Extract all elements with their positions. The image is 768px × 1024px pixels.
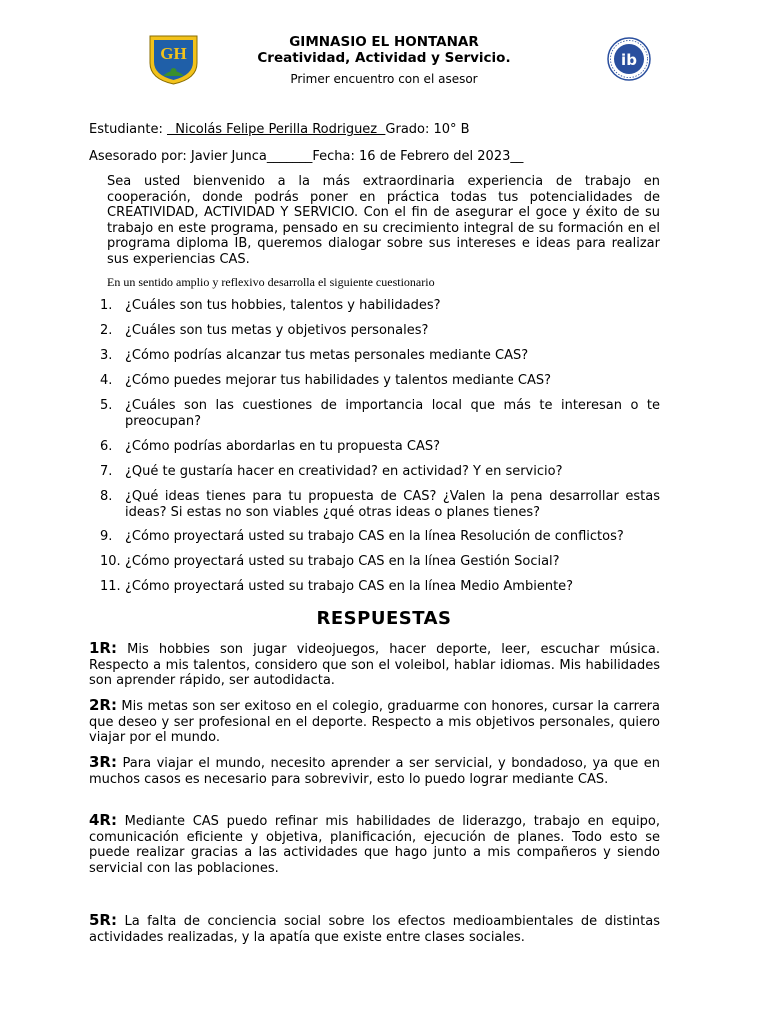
- answer-tag: 5R:: [89, 911, 117, 929]
- question-item: [100, 464, 660, 480]
- answer-tag: 2R:: [89, 696, 117, 714]
- advisor-label: Asesorado por: Javier Junca: [89, 149, 267, 164]
- question-number: 9.: [100, 529, 113, 544]
- answer-text: Mis metas son ser exitoso en el colegio, graduarme con honores, cursar la carrera que deseo y ser profesional en el deporte. Respecto a mis objetivos personales, quiero viajar por el mundo.: [89, 699, 660, 745]
- intro-note: En un sentido amplio y reflexivo desarrolla el siguiente cuestionario: [107, 275, 435, 289]
- answer-item: [89, 813, 660, 876]
- question-number: 3.: [100, 348, 113, 363]
- question-item: [100, 348, 660, 364]
- question-text: ¿Cómo proyectará usted su trabajo CAS en la línea Resolución de conflictos?: [125, 529, 624, 544]
- question-text: ¿Cómo podrías abordarlas en tu propuesta CAS?: [125, 439, 440, 454]
- student-line: [89, 122, 470, 138]
- question-text: ¿Cómo proyectará usted su trabajo CAS en la línea Gestión Social?: [125, 554, 560, 569]
- advisor-line: [89, 149, 523, 165]
- svg-text:ib: ib: [621, 51, 637, 69]
- student-label: Estudiante:: [89, 122, 167, 137]
- program-name: Creatividad, Actividad y Servicio.: [257, 49, 511, 66]
- question-number: 11.: [100, 579, 121, 594]
- ib-seal-logo: [601, 36, 657, 82]
- question-item: [100, 579, 660, 595]
- answer-item: [89, 641, 660, 689]
- answer-tag: 4R:: [89, 811, 117, 829]
- answer-item: [89, 698, 660, 746]
- advisor-blank: _______: [266, 149, 313, 164]
- question-number: 2.: [100, 323, 113, 338]
- school-crest-logo: [147, 33, 200, 86]
- student-name: Nicolás Felipe Perilla Rodriguez: [167, 122, 386, 137]
- answers-title: RESPUESTAS: [316, 608, 452, 629]
- intro-paragraph: Sea usted bienvenido a la más extraordinaria experiencia de trabajo en cooperación, donde podrás poner en práctica todas tus potencialidades de CREATIVIDAD, ACTIVIDAD Y SERVICIO. Con el fin de asegurar el goce y éxito de su trabajo en este programa, pensado en su crecimiento integral de su formación en el programa diploma IB, queremos dialogar sobre sus intereses e ideas para realizar sus experiencias CAS.: [107, 174, 660, 267]
- answer-tag: 1R:: [89, 639, 117, 657]
- answer-item: [89, 913, 660, 945]
- question-number: 6.: [100, 439, 113, 454]
- question-text: ¿Qué ideas tienes para tu propuesta de CAS? ¿Valen la pena desarrollar estas ideas? Si estas no son viables ¿qué otras ideas o planes tienes?: [125, 489, 660, 520]
- question-text: ¿Cómo podrías alcanzar tus metas personales mediante CAS?: [125, 348, 529, 363]
- answer-text: Mediante CAS puedo refinar mis habilidades de liderazgo, trabajo en equipo, comunicación eficiente y objetiva, planificación, ejecución de planes. Todo esto se puede realizar gracias a las actividades que hago junto a mis compañeros y siendo servicial con las poblaciones.: [89, 814, 660, 876]
- grade-label: Grado: 10° B: [385, 122, 470, 137]
- question-item: [100, 489, 660, 520]
- answer-text: La falta de conciencia social sobre los efectos medioambientales de distintas actividades realizadas, y la apatía que existe entre clases sociales.: [89, 914, 660, 945]
- answer-tag: 3R:: [89, 753, 117, 771]
- question-item: [100, 439, 660, 455]
- document-header: [200, 35, 568, 88]
- question-number: 4.: [100, 373, 113, 388]
- question-number: 1.: [100, 298, 113, 313]
- question-text: ¿Cuáles son tus metas y objetivos personales?: [125, 323, 429, 338]
- question-item: [100, 529, 660, 545]
- meeting-subtitle: Primer encuentro con el asesor: [290, 72, 478, 86]
- answer-text: Para viajar el mundo, necesito aprender a ser servicial, y bondadoso, ya que en muchos casos es necesario para sobrevivir, esto lo puedo lograr mediante CAS.: [89, 756, 660, 787]
- answer-item: [89, 755, 660, 787]
- question-number: 8.: [100, 489, 113, 504]
- question-text: ¿Cuáles son tus hobbies, talentos y habilidades?: [125, 298, 441, 313]
- svg-text:GH: GH: [160, 44, 187, 63]
- question-number: 10.: [100, 554, 121, 569]
- question-text: ¿Cuáles son las cuestiones de importancia local que más te interesan o te preocupan?: [125, 398, 660, 429]
- question-item: [100, 398, 660, 429]
- question-item: [100, 298, 660, 314]
- question-number: 7.: [100, 464, 113, 479]
- date-trail: __: [510, 149, 524, 164]
- question-item: [100, 373, 660, 389]
- date-label: Fecha: 16 de Febrero del 2023: [312, 149, 511, 164]
- question-text: ¿Cómo puedes mejorar tus habilidades y talentos mediante CAS?: [125, 373, 552, 388]
- question-item: [100, 554, 660, 570]
- answer-text: Mis hobbies son jugar videojuegos, hacer deporte, leer, escuchar música. Respecto a mis talentos, considero que son el voleibol, hablar idiomas. Mis habilidades son aprender rápido, ser autodidacta.: [89, 642, 660, 688]
- question-item: [100, 323, 660, 339]
- question-number: 5.: [100, 398, 113, 413]
- question-text: ¿Cómo proyectará usted su trabajo CAS en la línea Medio Ambiente?: [125, 579, 574, 594]
- school-name: GIMNASIO EL HONTANAR: [289, 34, 479, 50]
- question-text: ¿Qué te gustaría hacer en creatividad? en actividad? Y en servicio?: [125, 464, 563, 479]
